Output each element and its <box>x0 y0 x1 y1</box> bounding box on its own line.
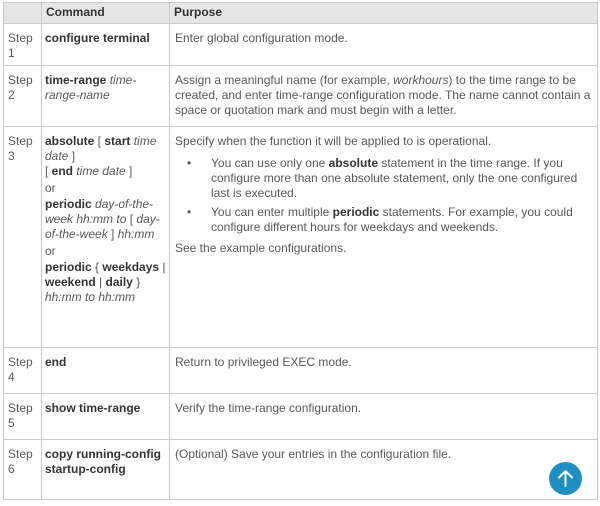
scroll-to-top-button[interactable] <box>549 462 582 495</box>
bullet-keyword: periodic <box>332 205 380 219</box>
command-argument: time date <box>45 134 157 163</box>
bullet-text: statements. For example, you could configure different hours for weekdays and weekends. <box>211 205 573 234</box>
table-row <box>4 66 598 127</box>
command-punct: ] <box>107 227 118 241</box>
purpose-outro: See the example configurations. <box>175 241 347 255</box>
purpose-cell: Return to privileged EXEC mode. <box>170 348 598 394</box>
purpose-intro: Specify when the function it will be applied to is operational. <box>175 134 492 148</box>
bullet-text: You can enter multiple <box>211 205 333 219</box>
command-punct: } <box>132 275 141 289</box>
command-punct: ] <box>125 164 133 178</box>
command-punct: | <box>159 260 166 274</box>
step-cell: Step 2 <box>4 66 42 127</box>
command-argument: day-of-the-week <box>45 212 160 241</box>
command-cell <box>42 394 170 440</box>
or-separator: or <box>45 244 56 258</box>
command-cell <box>42 66 170 127</box>
command-punct: { <box>91 260 103 274</box>
command-line <box>45 197 167 242</box>
table-row <box>4 394 598 440</box>
command-line <box>45 290 167 305</box>
command-keyword: end <box>45 355 67 369</box>
command-keyword: end <box>51 164 74 178</box>
purpose-example: workhours <box>393 73 449 87</box>
command-cell <box>42 440 170 500</box>
command-line <box>45 164 167 179</box>
bullet-keyword: absolute <box>328 156 378 170</box>
command-keyword: weekdays <box>102 260 160 274</box>
bullet-marker: • <box>187 156 192 170</box>
or-separator: or <box>45 181 56 195</box>
command-cell <box>42 348 170 394</box>
step-cell: Step 5 <box>4 394 42 440</box>
table-row <box>4 127 598 348</box>
command-keyword: time-range <box>45 73 110 87</box>
command-keyword: periodic <box>45 197 92 211</box>
purpose-text: ) to the time range to be created, and enter time-range configuration mode. The name cannot contain a space or quotation mark and must begin with a letter. <box>175 73 591 117</box>
command-line <box>45 260 167 290</box>
step-cell: Step 4 <box>4 348 42 394</box>
header-purpose: Purpose <box>170 3 598 24</box>
step-cell: Step 6 <box>4 440 42 500</box>
purpose-text: Assign a meaningful name (for example, <box>175 73 394 87</box>
command-keyword: weekend <box>45 275 96 289</box>
command-keyword: configure terminal <box>45 31 150 45</box>
command-keyword: absolute <box>45 134 95 148</box>
purpose-cell: Verify the time-range configuration. <box>170 394 598 440</box>
command-argument: day-of-the-week hh:mm to <box>45 197 154 226</box>
table-row <box>4 24 598 66</box>
command-punct: [ <box>94 134 105 148</box>
table-header-row <box>4 3 598 24</box>
command-keyword: daily <box>105 275 133 289</box>
table-row <box>4 348 598 394</box>
command-keyword: show time-range <box>45 401 141 415</box>
bullet-marker: • <box>187 205 192 219</box>
header-step <box>4 3 42 24</box>
step-cell: Step 3 <box>4 127 42 348</box>
command-argument: hh:mm <box>117 227 155 241</box>
command-keyword: start <box>104 134 131 148</box>
command-keyword: periodic <box>45 260 92 274</box>
purpose-cell <box>170 66 598 127</box>
command-punct: [ <box>45 164 52 178</box>
bullet-text: statement in the time range. If you configure more than one absolute statement, only the one configured last is executed. <box>211 156 578 200</box>
command-cell <box>42 127 170 348</box>
command-line <box>45 134 167 164</box>
list-item <box>187 205 593 235</box>
command-punct: ] <box>68 149 76 163</box>
purpose-bullet-list <box>175 156 593 235</box>
configuration-steps-table <box>3 2 598 500</box>
list-item <box>187 156 593 201</box>
purpose-cell: Enter global configuration mode. <box>170 24 598 66</box>
command-argument: hh:mm to hh:mm <box>45 290 136 304</box>
step-cell: Step 1 <box>4 24 42 66</box>
purpose-cell: (Optional) Save your entries in the configuration file. <box>170 440 598 500</box>
arrow-up-icon <box>549 462 582 495</box>
header-command: Command <box>42 3 170 24</box>
command-punct: [ <box>126 212 137 226</box>
command-argument: time date <box>73 164 126 178</box>
command-cell <box>42 24 170 66</box>
bullet-text: You can use only one <box>211 156 329 170</box>
command-punct: | <box>95 275 106 289</box>
table-row <box>4 440 598 500</box>
command-argument: time-range-name <box>45 73 137 102</box>
purpose-cell <box>170 127 598 348</box>
command-keyword: copy running-config startup-config <box>45 447 161 476</box>
